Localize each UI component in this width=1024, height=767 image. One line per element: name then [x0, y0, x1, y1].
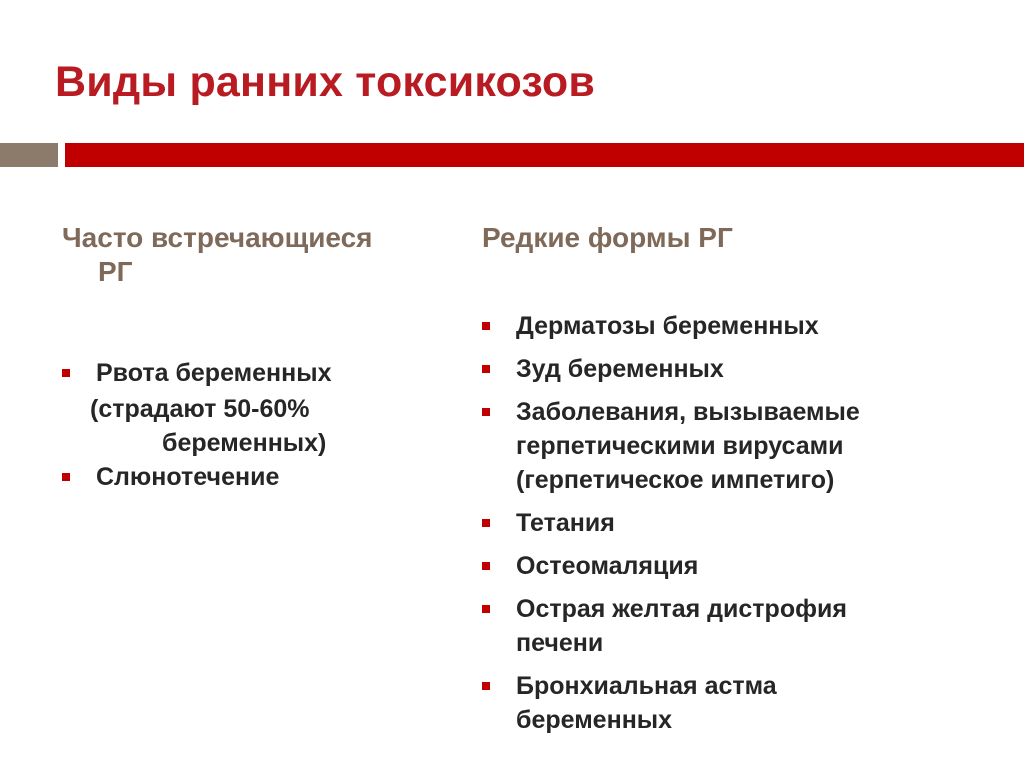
list-item [482, 549, 1002, 583]
list-item [62, 356, 442, 390]
left-column-heading [62, 221, 462, 289]
left-heading-line1: Часто встречающиеся [62, 222, 373, 253]
square-bullet-icon [482, 408, 490, 416]
item-text-line2: беременных [516, 706, 673, 734]
list-item [482, 669, 1002, 737]
item-text-line2: печени [516, 629, 604, 657]
item-text: Слюнотечение [96, 463, 280, 491]
square-bullet-icon [482, 682, 490, 690]
left-bullet-list [62, 356, 442, 494]
right-bullet-list [482, 309, 1002, 737]
item-text-line3: (герпетическое импетиго) [516, 466, 835, 494]
item-note [62, 392, 442, 460]
list-item [62, 460, 442, 494]
square-bullet-icon [482, 605, 490, 613]
slide-title: Виды ранних токсикозов [55, 58, 595, 106]
square-bullet-icon [482, 365, 490, 373]
item-text-line2: герпетическими вирусами [516, 432, 844, 460]
list-item [482, 352, 1002, 386]
left-heading-line2: РГ [98, 256, 133, 287]
note-line2: беременных) [162, 429, 327, 457]
list-item [482, 395, 1002, 497]
note-line1: (страдают 50-60% [90, 395, 310, 423]
item-text: Дерматозы беременных [516, 312, 819, 340]
item-text: Остеомаляция [516, 552, 699, 580]
list-item [482, 506, 1002, 540]
list-item [482, 592, 1002, 660]
item-text: Тетания [516, 509, 615, 537]
item-text: Рвота беременных [96, 359, 332, 387]
item-text-line1: Заболевания, вызываемые [516, 398, 860, 426]
item-text: Зуд беременных [516, 355, 724, 383]
item-text-line1: Острая желтая дистрофия [516, 595, 847, 623]
square-bullet-icon [62, 473, 70, 481]
title-rule-right [65, 143, 1024, 167]
title-rule-left [0, 143, 58, 167]
right-column-heading: Редкие формы РГ [482, 222, 733, 253]
square-bullet-icon [62, 369, 70, 377]
item-text-line1: Бронхиальная астма [516, 672, 777, 700]
square-bullet-icon [482, 322, 490, 330]
square-bullet-icon [482, 562, 490, 570]
list-item [482, 309, 1002, 343]
square-bullet-icon [482, 519, 490, 527]
